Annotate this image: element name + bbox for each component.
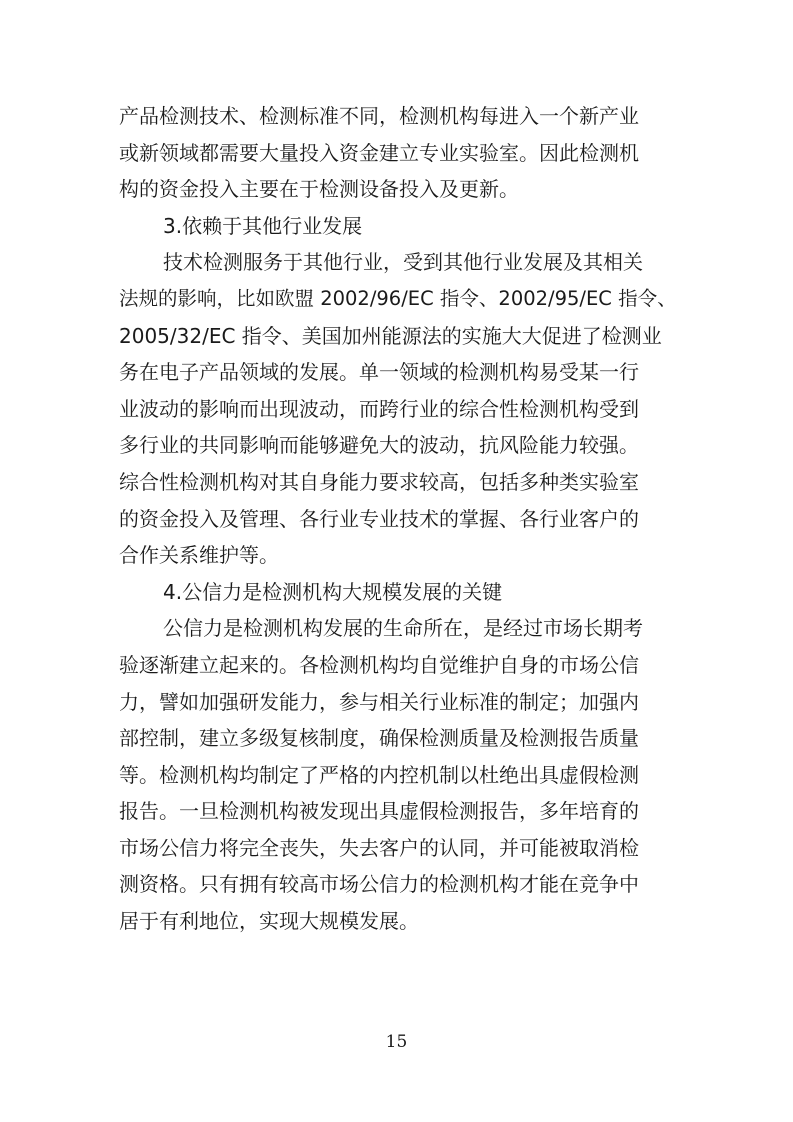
text-line: 的资金投入及管理、各行业专业技术的掌握、各行业客户的 (119, 506, 639, 531)
body-text (119, 98, 679, 940)
text-line: 部控制，建立多级复核制度，确保检测质量及检测报告质量 (119, 726, 639, 751)
text-line: 务在电子产品领域的发展。单一领域的检测机构易受某一行 (119, 360, 639, 385)
text-line: 报告。一旦检测机构被发现出具虚假检测报告，多年培育的 (119, 799, 639, 824)
text-line: 构的资金投入主要在于检测设备投入及更新。 (119, 177, 519, 202)
page-number: 15 (385, 1032, 408, 1052)
text-line: 等。检测机构均制定了严格的内控机制以杜绝出具虚假检测 (119, 762, 639, 787)
text-line: 产品检测技术、检测标准不同，检测机构每进入一个新产业 (119, 104, 639, 128)
text-line: 业波动的影响而出现波动，而跨行业的综合性检测机构受到 (119, 396, 639, 421)
text-line: 或新领域都需要大量投入资金建立专业实验室。因此检测机 (119, 140, 639, 165)
text-line: 2005/32/EC 指令、美国加州能源法的实施大大促进了检测业 (119, 323, 662, 348)
text-line: 公信力是检测机构发展的生命所在，是经过市场长期考 (163, 616, 643, 641)
text-line: 技术检测服务于其他行业，受到其他行业发展及其相关 (163, 250, 643, 275)
text-line: 居于有利地位，实现大规模发展。 (119, 909, 419, 934)
text-line: 综合性检测机构对其自身能力要求较高，包括多种类实验室 (119, 469, 639, 494)
text-line: 法规的影响，比如欧盟 2002/96/EC 指令、2002/95/EC 指令、 (119, 286, 677, 310)
text-line: 合作关系维护等。 (119, 543, 279, 568)
text-line: 3.依赖于其他行业发展 (163, 213, 363, 238)
text-line: 力，譬如加强研发能力，参与相关行业标准的制定；加强内 (119, 689, 639, 714)
text-line: 测资格。只有拥有较高市场公信力的检测机构才能在竞争中 (119, 872, 639, 897)
text-line: 4.公信力是检测机构大规模发展的关键 (163, 579, 503, 604)
text-line: 验逐渐建立起来的。各检测机构均自觉维护自身的市场公信 (119, 652, 639, 677)
text-line: 多行业的共同影响而能够避免大的波动，抗风险能力较强。 (119, 433, 639, 458)
text-line: 市场公信力将完全丧失，失去客户的认同，并可能被取消检 (119, 835, 639, 860)
